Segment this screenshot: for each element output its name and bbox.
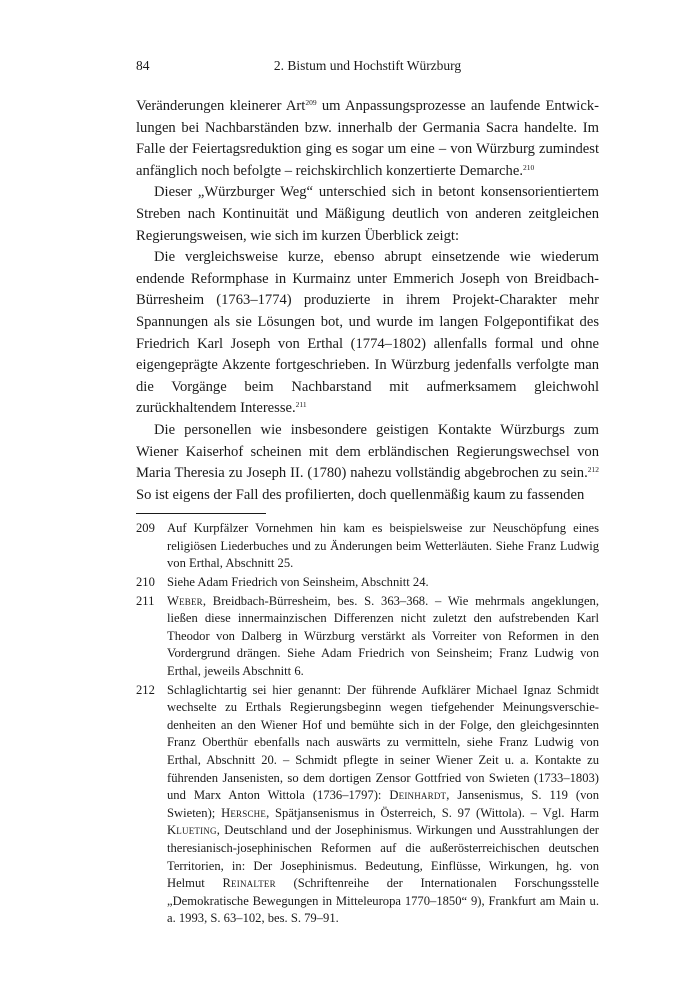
text-run: Die personellen wie insbesondere geistigen Kontakte Würzburgs zum Wiener Kaiserhof scheinen mit dem erbländischen Regierungswechsel von Maria Theresia zu Joseph II. (1780) nahezu vollständig abgebrochen zu sein.	[136, 421, 599, 482]
text-run: Veränderungen kleinerer Art	[136, 98, 306, 114]
footnote-ref-211[interactable]: 211	[295, 400, 307, 410]
footnote-211	[136, 593, 599, 681]
footnote-number: 209	[136, 521, 155, 536]
text-run: (Schriftenreihe der Internationalen Forschungsstelle „Demokratische Bewegungen in Mitteleuropa 1770–1850“ 9), Frankfurt am Main u. a. 1993, S. 63–102, bes. S. 79–91.	[167, 876, 599, 926]
footnote-text	[167, 593, 599, 681]
author-name: Weber	[167, 593, 203, 608]
footnote-ref-210[interactable]: 210	[522, 162, 535, 172]
book-page	[136, 58, 599, 929]
page-header	[136, 58, 599, 80]
running-title: 2. Bistum und Hochstift Würzburg	[273, 58, 462, 73]
footnote-text: Auf Kurpfälzer Vornehmen hin kam es beispielsweise zur Neuschöpfung eines religiösen Liederbuches und zu Änderungen beim Wetterläuten. Siehe Franz Ludwig von Erthal, Abschnitt 25.	[167, 521, 599, 571]
author-name: Klueting	[167, 823, 217, 838]
author-name: Deinhardt	[389, 788, 447, 803]
paragraph-1	[136, 96, 599, 182]
text-run: , Breidbach-Bürresheim, bes. S. 363–368. – Wie mehrmals angeklungen, ließen diese innermainzischen Differenzen nicht zuletzt den aufstrebenden Karl Theodor von Dalberg in Würzburg verstärkt als Vorreiter von Reformen in den Vordergrund drängen. Siehe Adam Friedrich von Seinsheim; Franz Ludwig von Erthal, jeweils Abschnitt 6.	[167, 593, 599, 679]
paragraph-4	[136, 420, 599, 506]
text-run: , Deutschland und der Josephinismus. Wirkungen und Ausstrahlungen der theresianisch-josephinischen Reformen auf die außerösterreichischen deutschen Territorien, in: Der Josephinismus. Bedeutung, Einflüsse, Wirkungen, hg. von Helmut	[167, 823, 599, 891]
footnote-number: 212	[136, 682, 155, 697]
text-run: Die vergleichsweise kurze, ebenso abrupt einsetzende wie wiederum endende Reformphase in Kurmainz unter Emmerich Joseph von Breidbach-Bürresheim (1763–1774) produzierte in ihrem Projekt-Charakter mehr Spannungen als sie Lösungen bot, und wurde im langen Folgepontifikat des Friedrich Karl Joseph von Erthal (1774–1802) allenfalls formal und ohne eigengeprägte Akzente fortgeschrieben. In Würzburg jedenfalls verfolgte man die Vorgänge beim Nachbarstand mit aufmerksamem gleichwohl zurückhaltendem Interesse.	[136, 249, 599, 417]
footnote-separator	[136, 513, 266, 514]
text-run: So ist eigens der Fall des profilierten, doch quellenmäßig kaum zu fassenden	[136, 486, 585, 503]
text-run: , Jansenismus, S. 119 (von Swieten);	[167, 788, 599, 820]
footnote-ref-212[interactable]: 212	[587, 465, 599, 475]
footnote-number: 210	[136, 575, 155, 590]
footnote-text	[167, 682, 599, 928]
footnote-ref-209[interactable]: 209	[305, 98, 317, 107]
page-number: 84	[136, 58, 150, 73]
author-name: Hersche	[221, 805, 267, 820]
main-text	[136, 96, 599, 506]
footnote-209	[136, 520, 599, 573]
text-run: um Anpassungsprozesse an laufende Entwicklungen bei Nachbarständen bzw. innerhalb der Germania Sacra handelte. Im Falle der Feiertagsreduktion ging es sogar um eine – von Würzburg zumindest anfänglich noch befolgte – reichskirchlich konzertierte Demarche.	[136, 98, 599, 179]
paragraph-3	[136, 247, 599, 420]
footnote-text: Siehe Adam Friedrich von Seinsheim, Abschnitt 24.	[167, 575, 429, 590]
author-name: Reinalter	[222, 876, 276, 891]
footnote-210	[136, 574, 599, 592]
footnote-number: 211	[136, 593, 155, 608]
text-run: Schlaglichtartig sei hier genannt: Der führende Aufklärer Michael Ignaz Schmidt wechselte zu Erthals Regierungsbeginn wegen tiefgehender Meinungsverschiedenheiten an den Wiener Hof und bemühte sich in der Folge, den gleichgesinnten Franz Oberthür ebenfalls nach auswärts zu vermitteln, siehe Franz Ludwig von Erthal, Abschnitt 20. – Schmidt pflegte in seiner Wiener Zeit u. a. Kontakte zu führenden Jansenisten, so dem dortigen Zensor Gottfried von Swieten (1733–1803) und Marx Anton Wittola (1736–1797):	[167, 682, 599, 803]
text-run: , Spätjansenismus in Österreich, S. 97 (Wittola). – Vgl. Harm	[266, 805, 599, 820]
paragraph-2: Dieser „Würzburger Weg“ unterschied sich in betont konsensorientiertem Streben nach Kontinuität und Mäßigung deutlich von anderen zeitgleichen Regierungsweisen, wie sich im kurzen Überblick zeigt:	[136, 184, 599, 244]
footnotes	[136, 520, 599, 928]
footnote-212	[136, 682, 599, 928]
